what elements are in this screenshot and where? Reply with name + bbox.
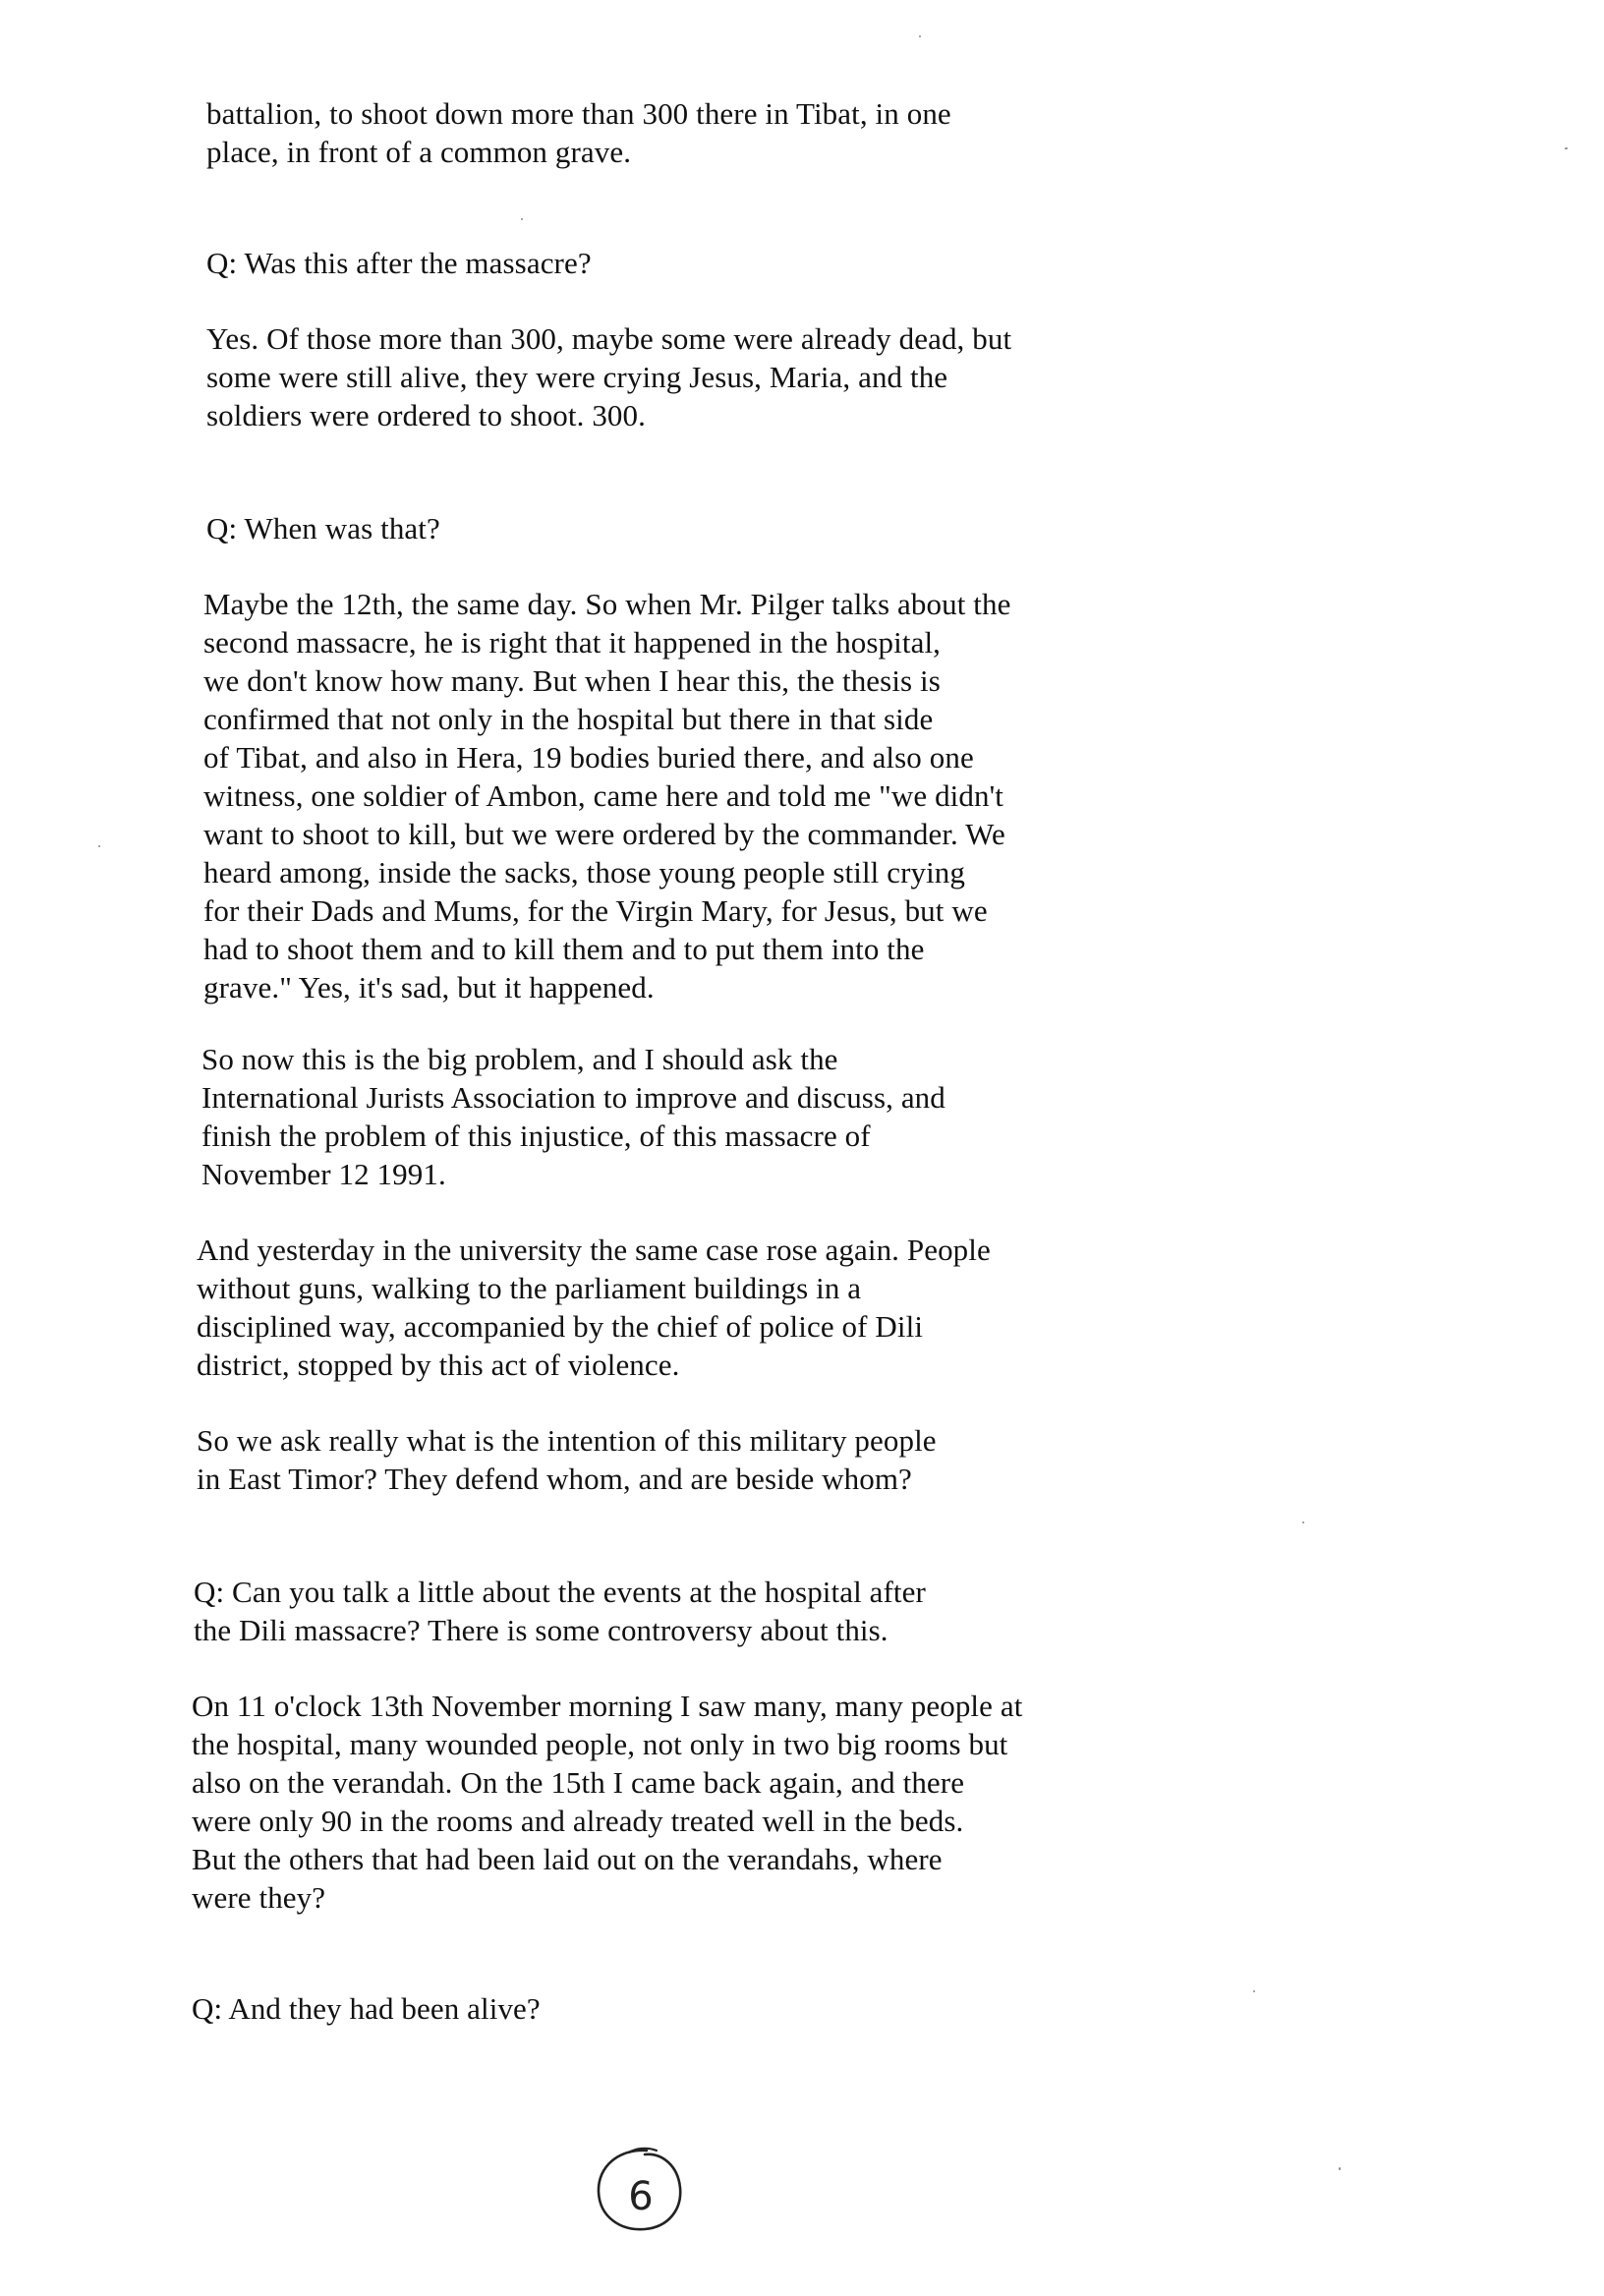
text-line: of Tibat, and also in Hera, 19 bodies buried there, and also one [203,740,974,775]
text-line: So now this is the big problem, and I should ask the [201,1042,838,1076]
answer-1 [206,319,1011,434]
text-line: want to shoot to kill, but we were ordered by the commander. We [203,817,1005,851]
text-line: disciplined way, accompanied by the chief of police of Dili [197,1309,924,1344]
scan-speck [1253,1990,1255,1992]
paragraph-1 [206,94,951,171]
text-line: confirmed that not only in the hospital but there in that side [203,702,934,736]
text-line: had to shoot them and to kill them and to put them into the [203,932,925,966]
text-line: some were still alive, they were crying Jesus, Maria, and the [206,360,948,394]
text-line: heard among, inside the sacks, those young people still crying [203,855,966,890]
text-line: Q: Was this after the massacre? [206,246,592,280]
text-line: grave." Yes, it's sad, but it happened. [203,970,655,1004]
text-line: the Dili massacre? There is some controversy about this. [194,1613,888,1647]
question-3 [194,1573,926,1649]
scan-speck [98,845,100,847]
scan-speck [521,218,523,220]
text-line: Q: When was that? [206,511,440,545]
text-line: district, stopped by this act of violence. [197,1348,680,1382]
text-line: Q: And they had been alive? [192,1991,541,2026]
text-line: Maybe the 12th, the same day. So when Mr. Pilger talks about the [203,587,1011,621]
text-line: in East Timor? They defend whom, and are beside whom? [197,1462,912,1496]
text-line: witness, one soldier of Ambon, came here and told me "we didn't [203,778,1003,813]
paragraph-university [197,1231,991,1384]
text-line: second massacre, he is right that it happened in the hospital, [203,625,942,660]
scan-speck [1565,147,1568,149]
text-line: Yes. Of those more than 300, maybe some were already dead, but [206,321,1012,356]
text-line: also on the verandah. On the 15th I came back again, and there [192,1765,965,1800]
text-line: place, in front of a common grave. [206,135,632,169]
text-line: International Jurists Association to improve and discuss, and [201,1080,945,1115]
text-line: And yesterday in the university the same case rose again. People [197,1233,991,1267]
text-line: So we ask really what is the intention of this military people [197,1423,937,1458]
text-line: were only 90 in the rooms and already treated well in the beds. [192,1804,964,1838]
text-line: we don't know how many. But when I hear this, the thesis is [203,663,941,698]
scan-speck [1339,2167,1341,2170]
paragraph-big-problem [201,1040,945,1193]
answer-3 [192,1687,1022,1917]
page-number [590,2145,688,2235]
text-line: November 12 1991. [201,1157,446,1191]
question-2 [206,509,440,547]
text-line: for their Dads and Mums, for the Virgin Mary, for Jesus, but we [203,893,988,928]
text-line: without guns, walking to the parliament buildings in a [197,1271,862,1305]
text-line: finish the problem of this injustice, of this massacre of [201,1119,871,1153]
question-1 [206,244,592,282]
scan-speck [1302,1521,1304,1523]
page-number-circle-icon [590,2145,688,2235]
paragraph-intention [197,1421,937,1498]
question-4 [192,1989,541,2028]
text-line: Q: Can you talk a little about the events at the hospital after [194,1575,926,1609]
answer-2 [203,585,1010,1006]
text-line: soldiers were ordered to shoot. 300. [206,398,646,432]
page-number-label: 6 [628,2174,654,2219]
text-line: the hospital, many wounded people, not only in two big rooms but [192,1727,1008,1761]
text-line: But the others that had been laid out on the verandahs, where [192,1842,943,1876]
text-line: were they? [192,1880,326,1915]
scan-speck [919,35,921,37]
text-line: On 11 o'clock 13th November morning I saw many, many people at [192,1689,1023,1723]
text-line: battalion, to shoot down more than 300 there in Tibat, in one [206,96,951,131]
